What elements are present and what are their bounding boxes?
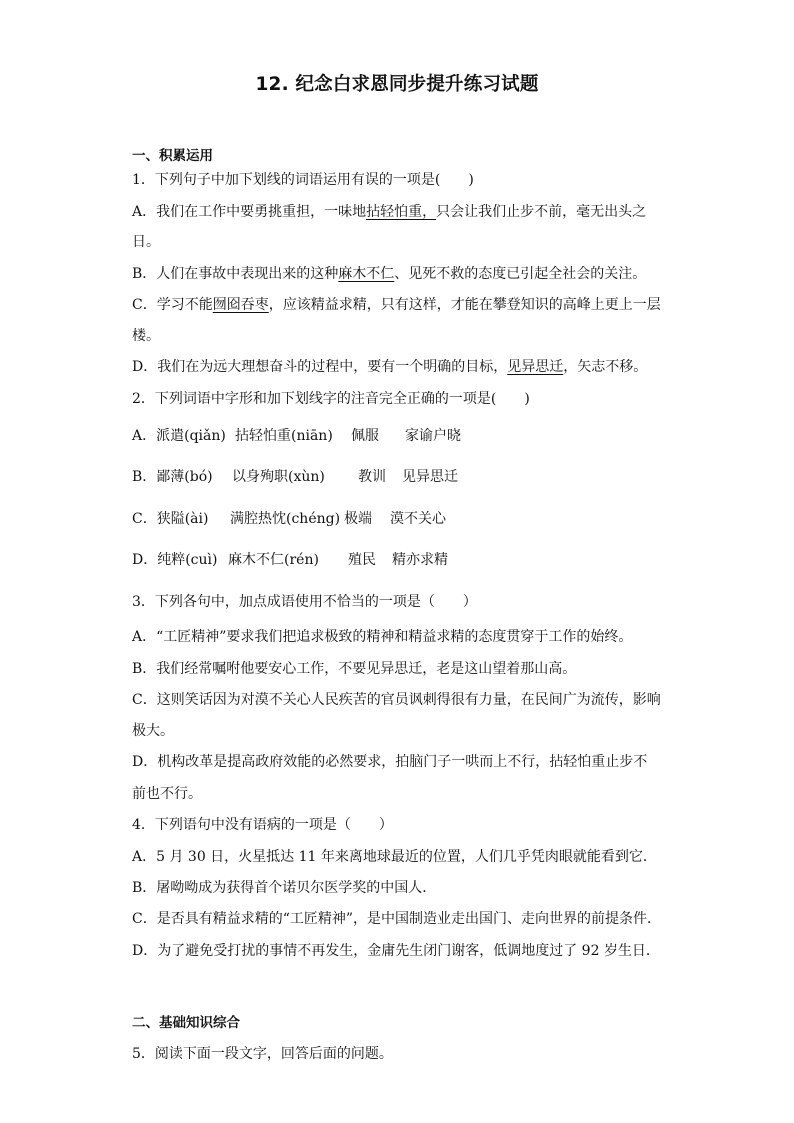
- option-text: B．人们在事故中表现出来的这种: [132, 266, 339, 282]
- question-1-stem: 1．下列句子中加下划线的词语运用有误的一项是( ): [132, 172, 474, 188]
- option-item: 家谕户晓: [405, 428, 461, 444]
- underlined-word: 囫囵吞枣: [212, 297, 269, 313]
- option-item: A．派遣(qiǎn): [132, 428, 226, 444]
- question-2-option-a: [132, 426, 672, 446]
- underlined-word: 麻木不仁: [338, 266, 395, 282]
- option-item: 麻木不仁(rén): [228, 552, 319, 568]
- question-2-option-c: [132, 509, 672, 529]
- option-item: 以身殉职(xùn): [232, 469, 325, 485]
- question-3-option-a: A．“工匠精神”要求我们把追求极致的精神和精益求精的态度贯穿于工作的始终。: [132, 629, 633, 645]
- question-4-stem: 4．下列语句中没有语病的一项是（ ）: [132, 817, 393, 833]
- option-item: 教训: [358, 469, 386, 485]
- question-3-option-b: B．我们经常嘱咐他要安心工作，不要见异思迁，老是这山望着那山高。: [132, 661, 577, 677]
- question-2-stem: 2．下列词语中字形和加下划线字的注音完全正确的一项是( ): [132, 391, 530, 407]
- question-3-option-d-continuation: 前也不行。: [132, 786, 202, 802]
- question-1-option-c-continuation: 楼。: [132, 328, 160, 344]
- option-item: D．纯粹(cuì): [132, 552, 218, 568]
- question-5-stem: 5．阅读下面一段文字，回答后面的问题。: [132, 1046, 393, 1062]
- option-item: 满腔热忱(chéng): [230, 511, 341, 527]
- section-heading-basic-knowledge: 二、基础知识综合: [132, 1015, 240, 1031]
- option-item: 精亦求精: [392, 552, 448, 568]
- question-1-option-b: [132, 264, 672, 284]
- question-4-option-a: A．5 月 30 日，火星抵达 11 年来离地球最近的位置，人们几乎凭肉眼就能看到它．: [132, 849, 657, 865]
- underlined-word: 见异思迁: [507, 359, 564, 375]
- question-3-option-c-continuation: 极大。: [132, 723, 174, 739]
- question-3-stem: 3．下列各句中，加点成语使用不恰当的一项是（ ）: [132, 594, 477, 610]
- question-4-option-d: D．为了避免受打扰的事情不再发生，金庸先生闭门谢客，低调地度过了 92 岁生日．: [132, 943, 660, 959]
- question-4-option-c: C．是否具有精益求精的“工匠精神”，是中国制造业走出国门、走向世界的前提条件．: [132, 911, 662, 927]
- option-text: ，应该精益求精，只有这样，才能在攀登知识的高峰上更上一层: [268, 297, 661, 313]
- question-1-option-c: [132, 295, 672, 315]
- section-heading-accumulation: 一、积累运用: [132, 148, 213, 164]
- option-item: C．狭隘(ài): [132, 511, 209, 527]
- option-item: 拈轻怕重(niān): [235, 428, 333, 444]
- option-text: 、见死不救的态度已引起全社会的关注。: [394, 266, 647, 282]
- question-2-option-d: [132, 550, 672, 570]
- option-text: A．我们在工作中要勇挑重担，一味地: [132, 204, 367, 220]
- question-1-option-d: [132, 357, 672, 377]
- option-item: 极端: [344, 511, 372, 527]
- question-3-option-d: D．机构改革是提高政府效能的必然要求，拍脑门子一哄而上不行，拈轻怕重止步不: [132, 754, 648, 770]
- underlined-word: 拈轻怕重，: [366, 204, 437, 220]
- option-item: 漠不关心: [390, 511, 446, 527]
- option-text: 只会让我们止步不前，毫无出头之: [436, 204, 647, 220]
- question-1-option-a-continuation: 日。: [132, 234, 160, 250]
- option-item: 见异思迁: [402, 469, 458, 485]
- option-text: D．我们在为远大理想奋斗的过程中，要有一个明确的目标，: [132, 359, 508, 375]
- option-text: C．学习不能: [132, 297, 213, 313]
- question-2-option-b: [132, 467, 672, 487]
- question-1-option-a: [132, 202, 672, 222]
- option-item: 殖民: [348, 552, 376, 568]
- question-4-option-b: B．屠呦呦成为获得首个诺贝尔医学奖的中国人．: [132, 880, 437, 896]
- option-item: B．鄙薄(bó): [132, 469, 213, 485]
- option-item: 佩服: [351, 428, 379, 444]
- option-text: ，矢志不移。: [563, 359, 648, 375]
- document-title: 12. 纪念白求恩同步提升练习试题: [255, 74, 539, 95]
- question-3-option-c: C．这则笑话因为对漠不关心人民疾苦的官员讽刺得很有力量，在民间广为流传，影响: [132, 692, 661, 708]
